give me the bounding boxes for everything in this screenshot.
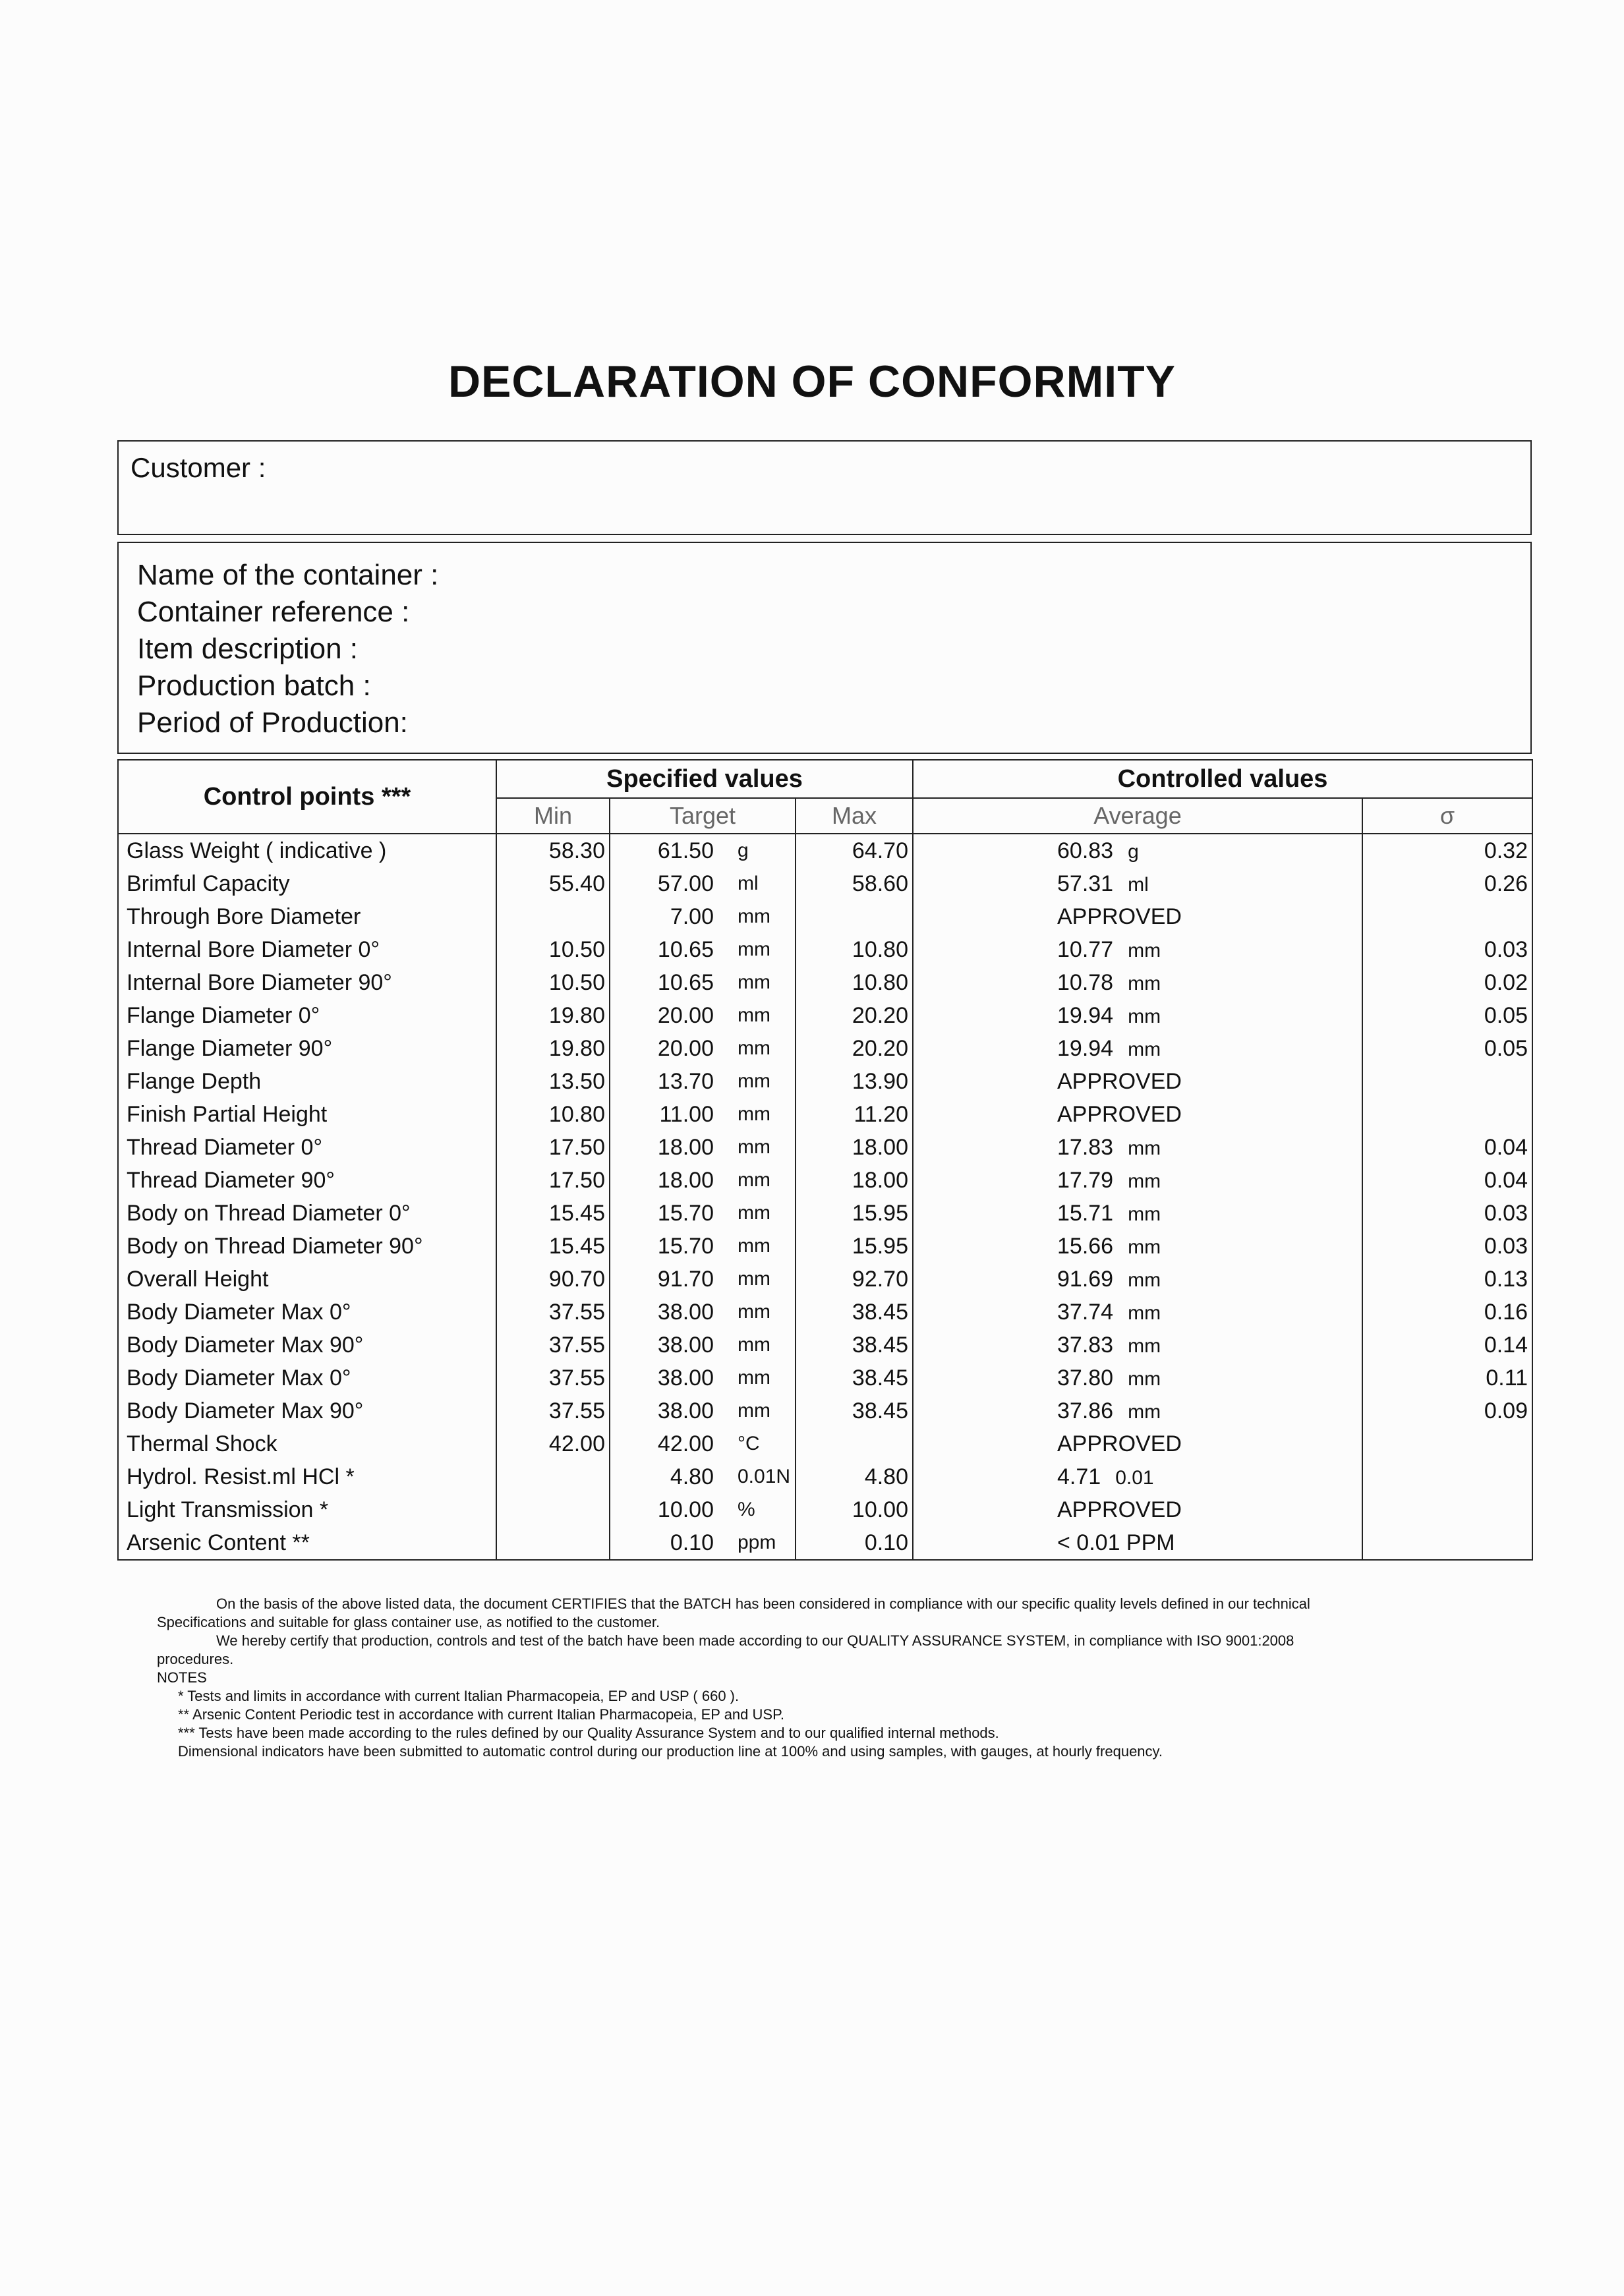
table-row	[118, 966, 1532, 999]
max-cell: 20.20	[796, 999, 913, 1032]
unit-cell: 0.01N	[718, 1460, 796, 1493]
target-cell: 15.70	[657, 1233, 714, 1259]
target-cell: 57.00	[657, 871, 714, 896]
min-cell: 42.00	[496, 1427, 610, 1460]
target-cell: 20.00	[657, 1002, 714, 1028]
table-row	[118, 1427, 1532, 1460]
average-cell	[913, 1230, 1362, 1263]
control-point-cell: Flange Depth	[118, 1065, 496, 1098]
sigma-header: σ	[1362, 798, 1532, 834]
max-cell: 15.95	[796, 1197, 913, 1230]
max-cell: 0.10	[796, 1526, 913, 1560]
average-cell	[913, 1263, 1362, 1296]
average-value: 37.83	[1057, 1332, 1114, 1358]
min-cell	[496, 900, 610, 933]
unit-cell: ppm	[718, 1526, 796, 1560]
average-header: Average	[913, 798, 1362, 834]
max-cell: 64.70	[796, 834, 913, 867]
min-cell: 37.55	[496, 1296, 610, 1329]
control-point-cell: Body Diameter Max 0°	[118, 1296, 496, 1329]
average-unit: mm	[1128, 972, 1161, 994]
target-cell: 7.00	[670, 904, 714, 929]
average-unit: mm	[1128, 1367, 1161, 1390]
average-cell	[913, 900, 1362, 933]
max-cell: 38.45	[796, 1296, 913, 1329]
table-row	[118, 999, 1532, 1032]
sigma-cell	[1362, 1065, 1532, 1098]
unit-cell: mm	[718, 1263, 796, 1296]
min-cell: 10.80	[496, 1098, 610, 1131]
max-cell	[796, 1427, 913, 1460]
average-cell	[913, 1526, 1362, 1560]
min-cell: 55.40	[496, 867, 610, 900]
qa-line-2: procedures.	[157, 1651, 234, 1667]
production-batch-label: Production batch :	[137, 670, 371, 702]
min-cell: 10.50	[496, 966, 610, 999]
max-cell: 10.80	[796, 933, 913, 966]
min-cell: 58.30	[496, 834, 610, 867]
table-row	[118, 1362, 1532, 1394]
average-cell	[913, 1460, 1362, 1493]
sigma-cell: 0.03	[1484, 1200, 1528, 1226]
target-cell: 4.80	[670, 1464, 714, 1489]
target-cell: 20.00	[657, 1035, 714, 1061]
average-cell	[913, 1362, 1362, 1394]
sigma-cell	[1362, 900, 1532, 933]
unit-cell: mm	[718, 1098, 796, 1131]
average-unit: mm	[1128, 1302, 1161, 1324]
sigma-cell: 0.09	[1484, 1398, 1528, 1423]
min-cell	[496, 1526, 610, 1560]
control-point-cell: Glass Weight ( indicative )	[118, 834, 496, 867]
table-row	[118, 1493, 1532, 1526]
target-cell: 10.00	[657, 1497, 714, 1522]
table-row	[118, 1526, 1532, 1560]
sigma-cell	[1362, 1493, 1532, 1526]
target-cell: 10.65	[657, 969, 714, 995]
target-cell: 18.00	[657, 1167, 714, 1193]
control-point-cell: Flange Diameter 0°	[118, 999, 496, 1032]
table-row	[118, 1263, 1532, 1296]
control-point-cell: Brimful Capacity	[118, 867, 496, 900]
control-points-table	[117, 759, 1533, 1561]
min-cell	[496, 1493, 610, 1526]
control-point-cell: Body Diameter Max 90°	[118, 1394, 496, 1427]
max-cell: 4.80	[796, 1460, 913, 1493]
sigma-cell: 0.16	[1484, 1299, 1528, 1325]
max-cell: 38.45	[796, 1329, 913, 1362]
max-cell: 15.95	[796, 1230, 913, 1263]
control-point-cell: Thread Diameter 90°	[118, 1164, 496, 1197]
max-cell	[796, 900, 913, 933]
average-value: 4.71	[1057, 1464, 1101, 1489]
production-period-label: Period of Production:	[137, 706, 408, 739]
table-row	[118, 1197, 1532, 1230]
unit-cell: mm	[718, 1164, 796, 1197]
average-unit: 0.01	[1115, 1466, 1154, 1489]
table-row	[118, 900, 1532, 933]
min-cell: 15.45	[496, 1197, 610, 1230]
container-info-box	[117, 542, 1532, 754]
sigma-cell: 0.14	[1484, 1332, 1528, 1358]
sigma-cell: 0.05	[1484, 1002, 1528, 1028]
sigma-cell: 0.04	[1484, 1134, 1528, 1160]
sigma-cell	[1362, 1526, 1532, 1560]
table-row	[118, 867, 1532, 900]
container-reference-label: Container reference :	[137, 596, 410, 628]
average-cell	[913, 999, 1362, 1032]
average-value: < 0.01 PPM	[1057, 1530, 1175, 1555]
max-cell: 20.20	[796, 1032, 913, 1065]
average-cell	[913, 1131, 1362, 1164]
average-unit: mm	[1128, 939, 1161, 961]
table-row	[118, 1230, 1532, 1263]
average-value: 91.69	[1057, 1266, 1114, 1292]
target-cell: 10.65	[657, 936, 714, 962]
note-3: *** Tests have been made according to the rules defined by our Quality Assurance System and to our qualified internal methods.	[178, 1725, 999, 1741]
average-cell	[913, 1329, 1362, 1362]
target-header: Target	[610, 798, 796, 834]
average-value: 57.31	[1057, 871, 1114, 896]
average-value: 37.74	[1057, 1299, 1114, 1325]
average-cell	[913, 1197, 1362, 1230]
min-cell: 37.55	[496, 1394, 610, 1427]
controlled-values-header: Controlled values	[913, 760, 1532, 798]
average-value: APPROVED	[1057, 1068, 1182, 1094]
sigma-cell: 0.02	[1484, 969, 1528, 995]
max-cell: 38.45	[796, 1362, 913, 1394]
sigma-cell: 0.03	[1484, 1233, 1528, 1259]
sigma-cell	[1362, 1098, 1532, 1131]
unit-cell: mm	[718, 933, 796, 966]
unit-cell: mm	[718, 900, 796, 933]
unit-cell: mm	[718, 1230, 796, 1263]
min-cell: 17.50	[496, 1164, 610, 1197]
max-header: Max	[796, 798, 913, 834]
specified-values-header: Specified values	[496, 760, 913, 798]
average-value: 10.77	[1057, 936, 1114, 962]
sigma-cell: 0.32	[1484, 838, 1528, 863]
target-cell: 38.00	[657, 1398, 714, 1423]
customer-label: Customer :	[130, 452, 266, 483]
table-row	[118, 1164, 1532, 1197]
average-value: APPROVED	[1057, 1101, 1182, 1127]
unit-cell: mm	[718, 1197, 796, 1230]
min-cell: 15.45	[496, 1230, 610, 1263]
table-row	[118, 1394, 1532, 1427]
control-point-cell: Finish Partial Height	[118, 1098, 496, 1131]
control-point-cell: Arsenic Content **	[118, 1526, 496, 1560]
min-cell: 19.80	[496, 1032, 610, 1065]
control-point-cell: Overall Height	[118, 1263, 496, 1296]
control-points-header: Control points ***	[118, 760, 496, 834]
target-cell: 18.00	[657, 1134, 714, 1160]
control-point-cell: Body on Thread Diameter 90°	[118, 1230, 496, 1263]
min-cell: 37.55	[496, 1329, 610, 1362]
table-row	[118, 834, 1532, 867]
unit-cell: mm	[718, 1131, 796, 1164]
average-unit: mm	[1128, 1400, 1161, 1423]
min-cell: 19.80	[496, 999, 610, 1032]
average-value: 60.83	[1057, 838, 1114, 863]
container-name-label: Name of the container :	[137, 559, 439, 591]
max-cell: 10.00	[796, 1493, 913, 1526]
target-cell: 38.00	[657, 1332, 714, 1358]
average-unit: g	[1128, 840, 1139, 863]
min-cell: 13.50	[496, 1065, 610, 1098]
average-value: 15.66	[1057, 1233, 1114, 1259]
average-unit: mm	[1128, 1038, 1161, 1060]
unit-cell: mm	[718, 1065, 796, 1098]
certifies-line-2: Specifications and suitable for glass container use, as notified to the customer.	[157, 1614, 660, 1630]
table-row	[118, 933, 1532, 966]
table-row	[118, 1460, 1532, 1493]
target-cell: 0.10	[670, 1530, 714, 1555]
unit-cell: mm	[718, 1296, 796, 1329]
unit-cell: g	[718, 834, 796, 867]
average-value: 19.94	[1057, 1002, 1114, 1028]
unit-cell: mm	[718, 999, 796, 1032]
target-cell: 11.00	[659, 1101, 714, 1127]
min-cell: 10.50	[496, 933, 610, 966]
unit-cell: mm	[718, 1329, 796, 1362]
average-cell	[913, 1493, 1362, 1526]
max-cell: 11.20	[796, 1098, 913, 1131]
sigma-cell: 0.11	[1486, 1365, 1528, 1391]
average-value: 37.86	[1057, 1398, 1114, 1423]
average-cell	[913, 1427, 1362, 1460]
control-point-cell: Internal Bore Diameter 0°	[118, 933, 496, 966]
note-2: ** Arsenic Content Periodic test in accordance with current Italian Pharmacopeia, EP and USP.	[178, 1706, 785, 1723]
notes-section	[157, 1595, 1422, 1761]
table-row	[118, 1098, 1532, 1131]
target-cell: 91.70	[657, 1266, 714, 1292]
average-cell	[913, 1032, 1362, 1065]
target-cell: 38.00	[657, 1365, 714, 1391]
document-title: DECLARATION OF CONFORMITY	[448, 357, 1176, 407]
target-cell: 42.00	[657, 1431, 714, 1456]
target-cell: 38.00	[657, 1299, 714, 1325]
control-point-cell: Body Diameter Max 0°	[118, 1362, 496, 1394]
unit-cell: mm	[718, 1394, 796, 1427]
table-row	[118, 1296, 1532, 1329]
target-cell: 13.70	[657, 1068, 714, 1094]
min-cell: 90.70	[496, 1263, 610, 1296]
average-unit: mm	[1128, 1335, 1161, 1357]
average-unit: mm	[1128, 1137, 1161, 1159]
average-cell	[913, 1296, 1362, 1329]
average-unit: mm	[1128, 1269, 1161, 1291]
note-1: * Tests and limits in accordance with current Italian Pharmacopeia, EP and USP ( 660 ).	[178, 1688, 740, 1704]
unit-cell: ml	[718, 867, 796, 900]
average-cell	[913, 834, 1362, 867]
notes-heading: NOTES	[157, 1669, 207, 1686]
min-cell: 17.50	[496, 1131, 610, 1164]
average-value: APPROVED	[1057, 1497, 1182, 1522]
sigma-cell: 0.04	[1484, 1167, 1528, 1193]
control-point-cell: Through Bore Diameter	[118, 900, 496, 933]
sigma-cell	[1362, 1427, 1532, 1460]
table-row	[118, 1032, 1532, 1065]
average-cell	[913, 966, 1362, 999]
average-value: APPROVED	[1057, 904, 1182, 929]
control-point-cell: Internal Bore Diameter 90°	[118, 966, 496, 999]
table-row	[118, 1065, 1532, 1098]
table-row	[118, 1131, 1532, 1164]
control-point-cell: Thermal Shock	[118, 1427, 496, 1460]
average-value: APPROVED	[1057, 1431, 1182, 1456]
control-point-cell: Body on Thread Diameter 0°	[118, 1197, 496, 1230]
average-cell	[913, 1098, 1362, 1131]
certifies-line-1: On the basis of the above listed data, the document CERTIFIES that the BATCH has been considered in compliance with our specific quality levels defined in our technical	[216, 1595, 1310, 1612]
average-value: 10.78	[1057, 969, 1114, 995]
average-value: 19.94	[1057, 1035, 1114, 1061]
control-point-cell: Light Transmission *	[118, 1493, 496, 1526]
max-cell: 10.80	[796, 966, 913, 999]
average-unit: mm	[1128, 1005, 1161, 1027]
average-unit: mm	[1128, 1203, 1161, 1225]
table-row	[118, 1329, 1532, 1362]
max-cell: 13.90	[796, 1065, 913, 1098]
max-cell: 18.00	[796, 1164, 913, 1197]
max-cell: 38.45	[796, 1394, 913, 1427]
unit-cell: %	[718, 1493, 796, 1526]
sigma-cell: 0.05	[1484, 1035, 1528, 1061]
item-description-label: Item description :	[137, 633, 359, 665]
unit-cell: mm	[718, 1362, 796, 1394]
control-points-body	[118, 834, 1532, 1560]
average-cell	[913, 1065, 1362, 1098]
max-cell: 92.70	[796, 1263, 913, 1296]
customer-box	[117, 440, 1532, 535]
min-header: Min	[496, 798, 610, 834]
average-value: 15.71	[1057, 1200, 1114, 1226]
qa-line-1: We hereby certify that production, controls and test of the batch have been made according to our QUALITY ASSURANCE SYSTEM, in compliance with ISO 9001:2008	[216, 1632, 1294, 1649]
average-unit: mm	[1128, 1170, 1161, 1192]
unit-cell: mm	[718, 1032, 796, 1065]
average-cell	[913, 933, 1362, 966]
min-cell: 37.55	[496, 1362, 610, 1394]
sigma-cell: 0.26	[1484, 871, 1528, 896]
average-unit: mm	[1128, 1236, 1161, 1258]
dimensional-note: Dimensional indicators have been submitted to automatic control during our production line at 100% and using samples, with gauges, at hourly frequency.	[178, 1743, 1163, 1760]
sigma-cell: 0.03	[1484, 936, 1528, 962]
unit-cell: mm	[718, 966, 796, 999]
max-cell: 58.60	[796, 867, 913, 900]
average-unit: ml	[1128, 873, 1149, 896]
control-point-cell: Body Diameter Max 90°	[118, 1329, 496, 1362]
average-value: 17.83	[1057, 1134, 1114, 1160]
average-value: 17.79	[1057, 1167, 1114, 1193]
average-cell	[913, 1394, 1362, 1427]
sigma-cell: 0.13	[1484, 1266, 1528, 1292]
average-value: 37.80	[1057, 1365, 1114, 1391]
sigma-cell	[1362, 1460, 1532, 1493]
control-point-cell: Hydrol. Resist.ml HCl *	[118, 1460, 496, 1493]
target-cell: 61.50	[657, 838, 714, 863]
control-point-cell: Thread Diameter 0°	[118, 1131, 496, 1164]
control-point-cell: Flange Diameter 90°	[118, 1032, 496, 1065]
max-cell: 18.00	[796, 1131, 913, 1164]
average-cell	[913, 867, 1362, 900]
target-cell: 15.70	[657, 1200, 714, 1226]
min-cell	[496, 1460, 610, 1493]
average-cell	[913, 1164, 1362, 1197]
unit-cell: °C	[718, 1427, 796, 1460]
